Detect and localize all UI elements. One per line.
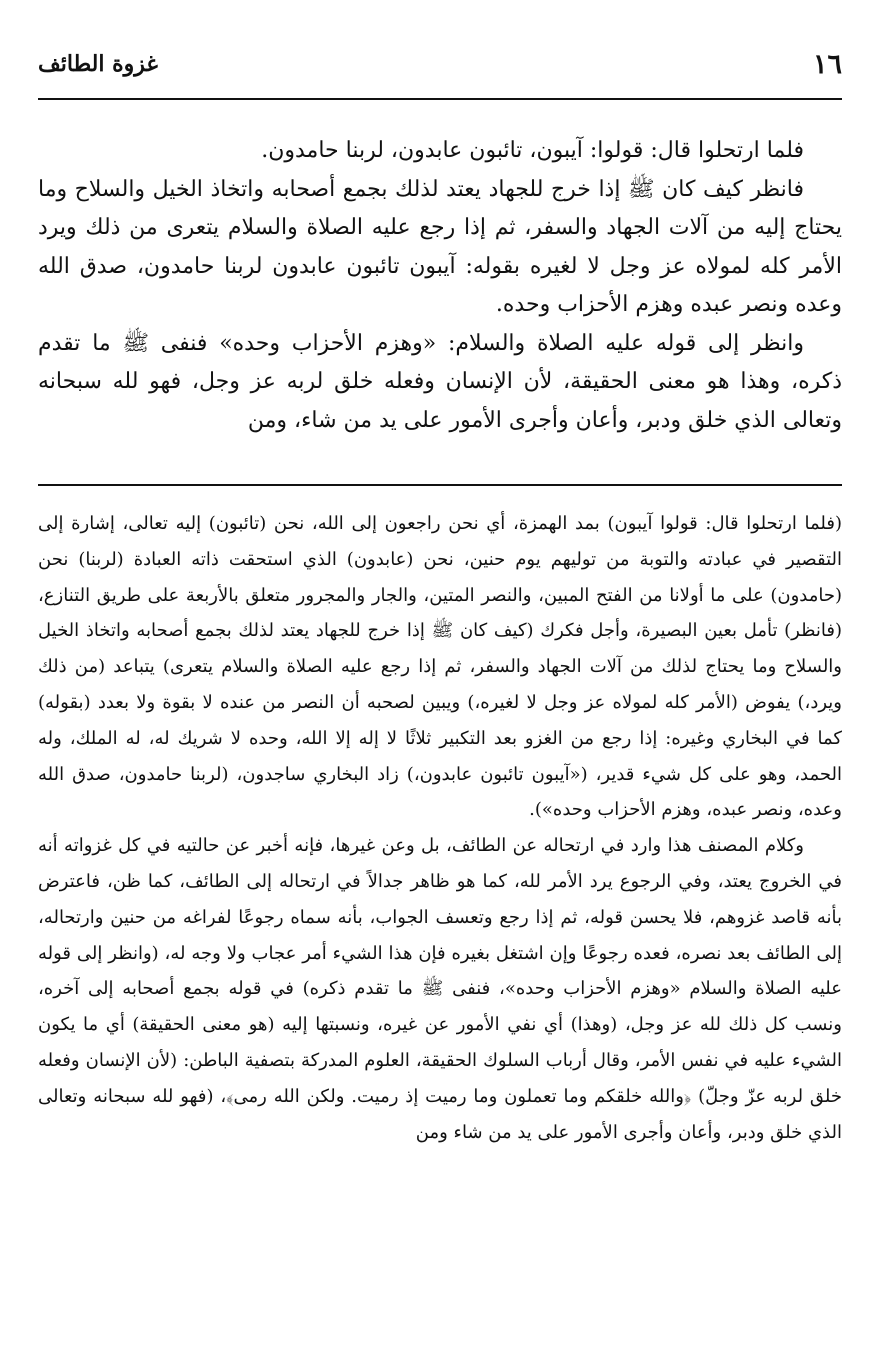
main-paragraph: فلما ارتحلوا قال: قولوا: آيبون، تائبون عابدون، لربنا حامدون.	[261, 138, 804, 163]
header-rule	[38, 98, 842, 100]
page-number: ١٦	[812, 48, 842, 80]
book-page	[38, 0, 842, 1364]
chapter-title: غزوة الطائف	[38, 51, 158, 77]
main-text	[38, 132, 842, 440]
commentary-text	[38, 506, 842, 1150]
commentary-paragraph: وكلام المصنف هذا وارد في ارتحاله عن الطائف، بل وعن غيرها، فإنه أخبر عن حالتيه في كل غزواته أنه في الخروج يعتد، وفي الرجوع يرد الأمر لله، كما هو ظاهر جدالاً في ارتحاله إلى الطائف، كما ظن، فاعترض بأنه قاصد غزوهم، فلا يحسن قوله، ثم إذا رجع وتعسف الجواب، بأنه سماه رجوعًا لفراغه من حنين وارتحاله، إلى الطائف بعد نصره، فعده رجوعًا وإن اشتغل بغيره فإن هذا الشيء أمر عجاب ولا وجه له، (وانظر إلى قوله عليه الصلاة والسلام «وهزم الأحزاب وحده»، فنفى ﷺ ما تقدم ذكره) في قوله بجمع أصحابه إلى آخره، ونسب كل ذلك لله عز وجل، (وهذا) أي نفي الأمور عن غيره، ونسبتها إليه (هو معنى الحقيقة) أي ما يكون الشيء عليه في نفس الأمر، وقال أرباب السلوك الحقيقة، العلوم المدركة بتصفية الباطن: (لأن الإنسان وفعله خلق لربه عزّ وجلّ) ﴿والله خلقكم وما تعملون وما رميت إذ رميت. ولكن الله رمى﴾، (فهو لله سبحانه وتعالى الذي خلق ودبر، وأعان وأجرى الأمور على يد من شاء ومن	[38, 835, 843, 1143]
main-paragraph: فانظر كيف كان ﷺ إذا خرج للجهاد يعتد لذلك بجمع أصحابه واتخاذ الخيل والسلاح وما يحتاج إليه من آلات الجهاد والسفر، ثم إذا رجع عليه الصلاة والسلام يتعرى من ذلك ويرد الأمر كله لمولاه عز وجل لا لغيره بقوله: آيبون تائبون عابدون لربنا حامدون، صدق الله وعده ونصر عبده وهزم الأحزاب وحده.	[38, 176, 842, 317]
separator-rule	[38, 484, 842, 486]
running-header	[38, 44, 842, 84]
main-paragraph: وانظر إلى قوله عليه الصلاة والسلام: «وهزم الأحزاب وحده» فنفى ﷺ ما تقدم ذكره، وهذا هو معنى الحقيقة، لأن الإنسان وفعله خلق لربه عز وجل، فهو لله سبحانه وتعالى الذي خلق ودبر، وأعان وأجرى الأمور على يد من شاء، ومن	[38, 330, 842, 433]
commentary-paragraph: (فلما ارتحلوا قال: قولوا آيبون) بمد الهمزة، أي نحن راجعون إلى الله، نحن (تائبون) إليه تعالى، إشارة إلى التقصير في عبادته والتوبة من توليهم يوم حنين، نحن (عابدون) الذي استحقت ذاته العبادة (لربنا) نحن (حامدون) على ما أولانا من الفتح المبين، والنصر المتين، والجار والمجرور متعلق بالأربعة على طريق التنازع، (فانظر) تأمل بعين البصيرة، وأجل فكرك (كيف كان ﷺ إذا خرج للجهاد يعتد لذلك بجمع أصحابه واتخاذ الخيل والسلاح وما يحتاج لذلك من آلات الجهاد والسفر، ثم إذا رجع عليه الصلاة والسلام يتعرى) يتباعد (من ذلك ويرد،) يفوض (الأمر كله لمولاه عز وجل لا لغيره،) ويبين لصحبه أن النصر من عنده لا بقوة ولا بعدد (بقوله) كما في البخاري وغيره: إذا رجع من الغزو بعد التكبير ثلاثًا لا إله إلا الله، وحده لا شريك له، له الملك، وله الحمد، وهو على كل شيء قدير، («آيبون تائبون عابدون،) زاد البخاري ساجدون، (لربنا حامدون، صدق الله وعده، ونصر عبده، وهزم الأحزاب وحده»).	[38, 513, 842, 821]
